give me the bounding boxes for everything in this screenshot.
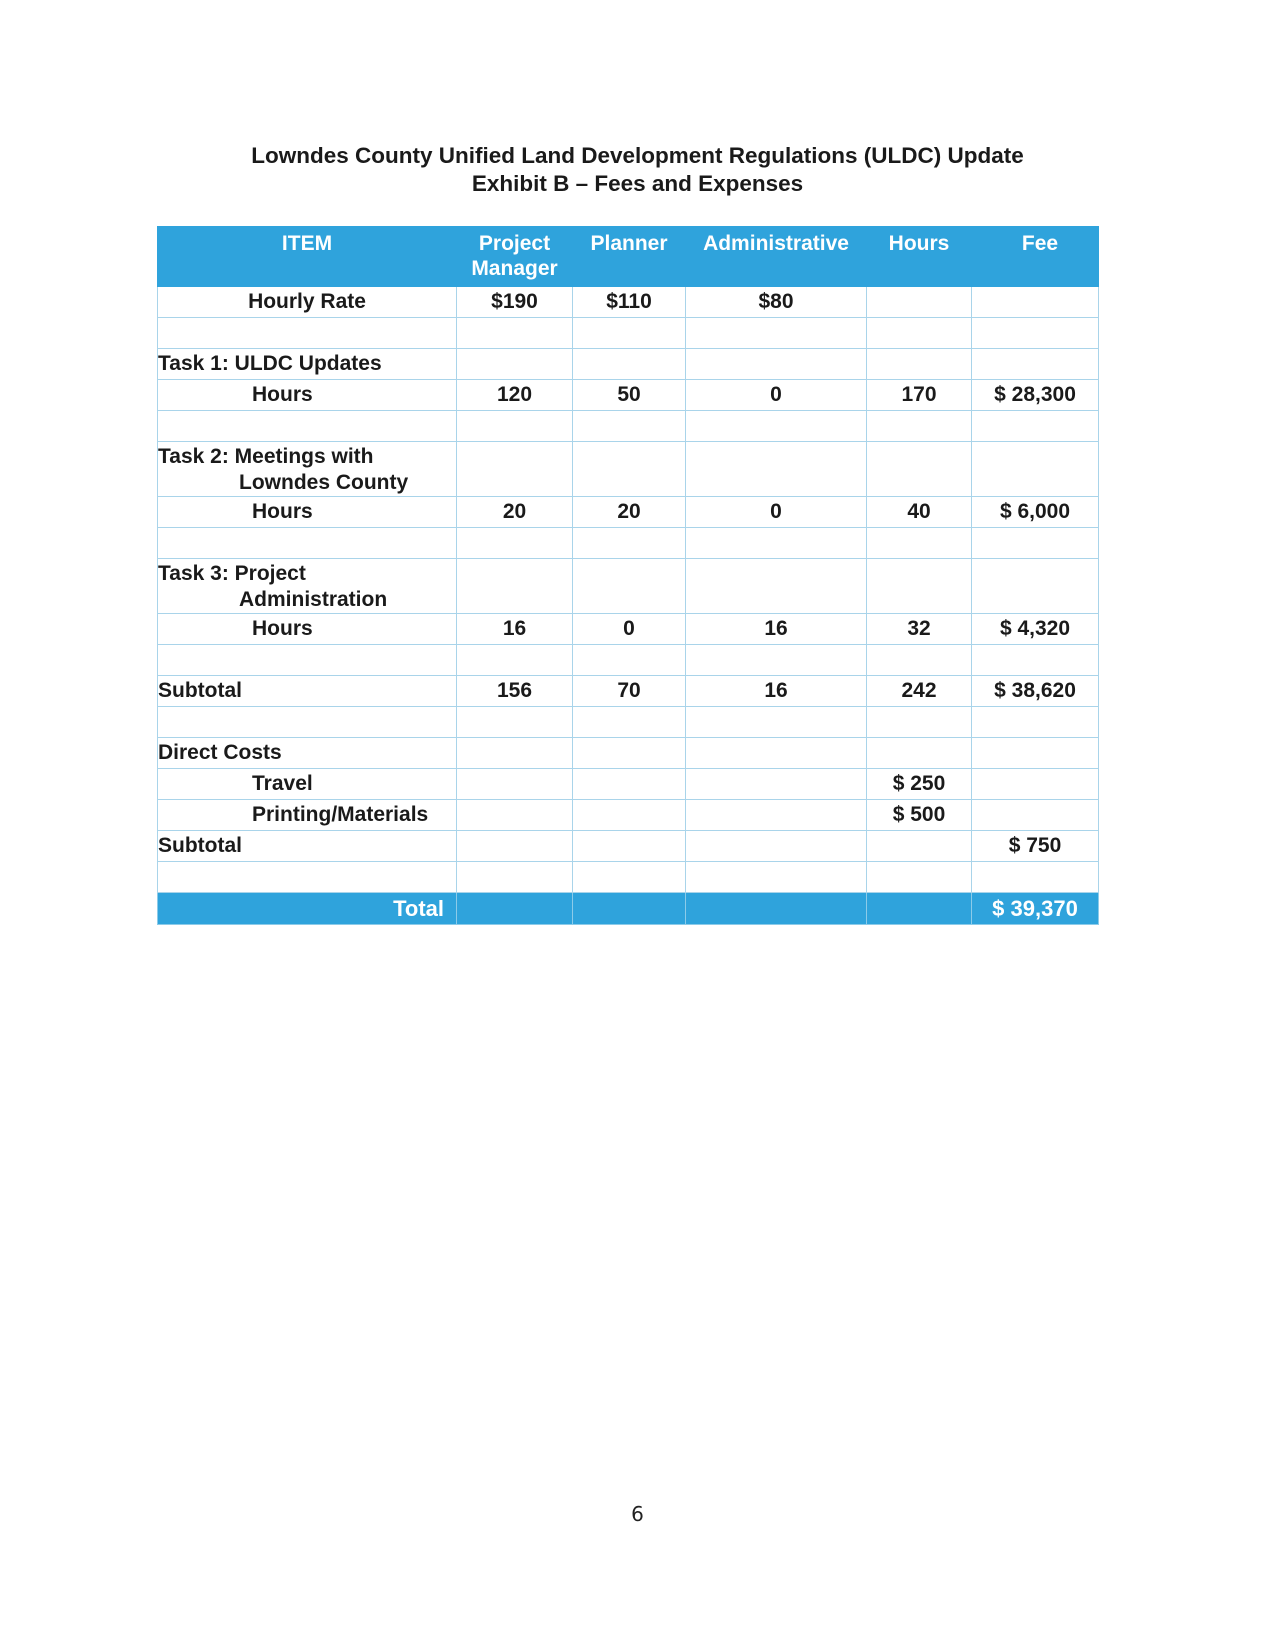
cell-hours: $ 500 <box>867 800 972 831</box>
header-fee: Fee <box>972 227 1099 287</box>
cell-planner: $110 <box>573 287 686 318</box>
row-label-line2: Administration <box>239 588 388 611</box>
cell-fee: $ 4,320 <box>972 614 1099 645</box>
row-label: Hours <box>158 614 457 645</box>
table-row-labor-subtotal <box>158 676 1099 707</box>
header-hours: Hours <box>867 227 972 287</box>
cell-planner: 0 <box>573 614 686 645</box>
table-header-row <box>158 227 1099 287</box>
table-row-blank <box>158 707 1099 738</box>
cell-project-manager: 156 <box>457 676 573 707</box>
cell-hours <box>867 287 972 318</box>
row-label-line1: Task 3: Project <box>158 562 306 585</box>
document-subtitle: Exhibit B – Fees and Expenses <box>471 171 804 196</box>
row-label: Printing/Materials <box>158 800 457 831</box>
table-row-blank <box>158 411 1099 442</box>
cell-planner: 70 <box>573 676 686 707</box>
cell-hours: 242 <box>867 676 972 707</box>
table-row-blank <box>158 528 1099 559</box>
row-label-line1: Task 2: Meetings with <box>158 445 374 468</box>
cell-project-manager: 16 <box>457 614 573 645</box>
row-label <box>158 442 457 497</box>
cell-project-manager: 20 <box>457 497 573 528</box>
cell-hours: 32 <box>867 614 972 645</box>
table-row-blank <box>158 318 1099 349</box>
row-label <box>158 559 457 614</box>
cell-project-manager: $190 <box>457 287 573 318</box>
header-project-manager-line1: Project <box>478 232 551 255</box>
row-label: Subtotal <box>158 676 457 707</box>
row-label: Hours <box>158 380 457 411</box>
table-row-blank <box>158 862 1099 893</box>
table-row-blank <box>158 645 1099 676</box>
row-label: Hours <box>158 497 457 528</box>
cell-hours: 40 <box>867 497 972 528</box>
table-row-task3-hours <box>158 614 1099 645</box>
table-row-task3 <box>158 559 1099 614</box>
table-row-task2-hours <box>158 497 1099 528</box>
cell-fee: $ 38,620 <box>972 676 1099 707</box>
document-title: Lowndes County Unified Land Development Regulations (ULDC) Update <box>251 143 1024 168</box>
row-label: Travel <box>158 769 457 800</box>
table-row-direct-subtotal <box>158 831 1099 862</box>
cell-administrative: 16 <box>686 614 867 645</box>
header-project-manager-line2: Manager <box>471 257 558 280</box>
cell-administrative: $80 <box>686 287 867 318</box>
cell-fee: $ 750 <box>972 831 1099 862</box>
table-row-printing <box>158 800 1099 831</box>
header-planner: Planner <box>573 227 686 287</box>
row-label: Hourly Rate <box>158 287 457 318</box>
cell-fee: $ 6,000 <box>972 497 1099 528</box>
page-number: 6 <box>631 1502 644 1526</box>
cell-fee <box>972 287 1099 318</box>
total-fee: $ 39,370 <box>972 893 1099 925</box>
cell-hours: $ 250 <box>867 769 972 800</box>
table-row-total <box>158 893 1099 925</box>
fees-table <box>157 226 1099 925</box>
table-row-hourly-rate <box>158 287 1099 318</box>
header-administrative: Administrative <box>686 227 867 287</box>
table-row-task2 <box>158 442 1099 497</box>
row-label-line2: Lowndes County <box>239 471 409 494</box>
cell-planner: 20 <box>573 497 686 528</box>
row-label: Task 1: ULDC Updates <box>158 349 457 380</box>
cell-administrative: 16 <box>686 676 867 707</box>
cell-fee: $ 28,300 <box>972 380 1099 411</box>
cell-hours: 170 <box>867 380 972 411</box>
cell-planner: 50 <box>573 380 686 411</box>
table-row-travel <box>158 769 1099 800</box>
header-item: ITEM <box>158 227 457 287</box>
cell-administrative: 0 <box>686 380 867 411</box>
total-label: Total <box>158 893 457 925</box>
cell-project-manager: 120 <box>457 380 573 411</box>
row-label: Subtotal <box>158 831 457 862</box>
cell-administrative: 0 <box>686 497 867 528</box>
table-row-direct-costs <box>158 738 1099 769</box>
table-row-task1 <box>158 349 1099 380</box>
table-row-task1-hours <box>158 380 1099 411</box>
row-label: Direct Costs <box>158 738 457 769</box>
header-project-manager <box>457 227 573 287</box>
